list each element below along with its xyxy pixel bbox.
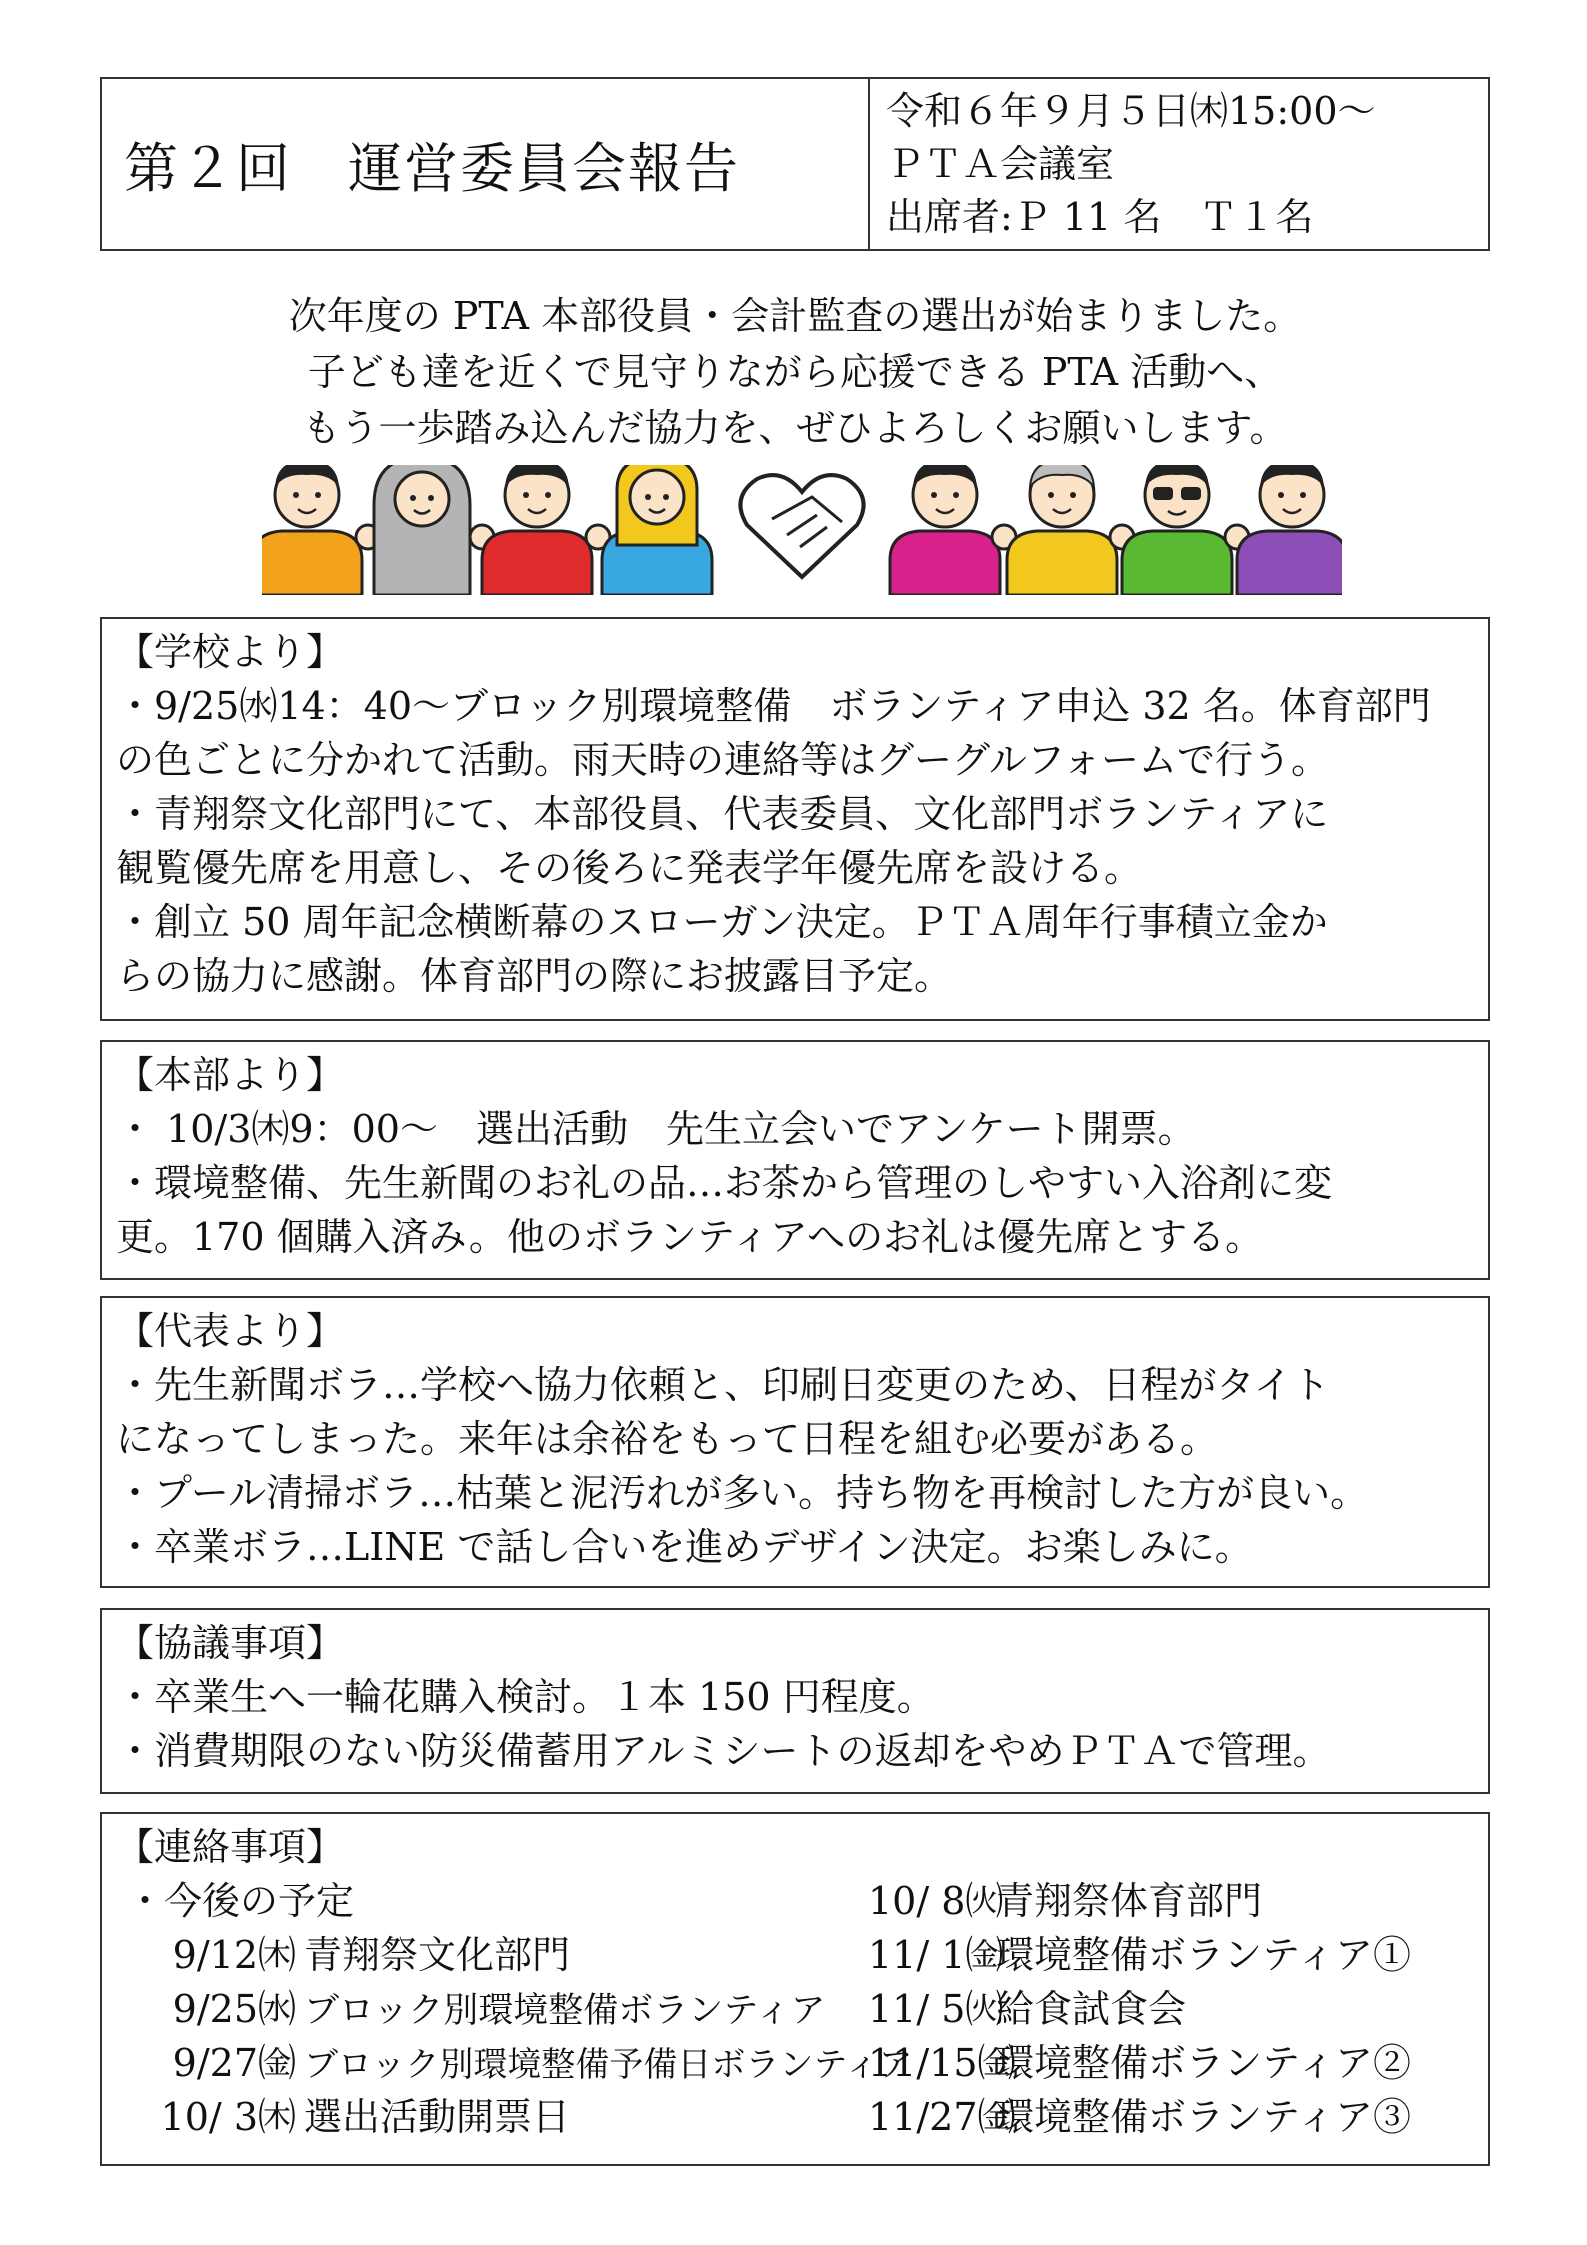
meeting-datetime: 令和６年９月５日㈭15:00～: [886, 89, 1376, 133]
section-renraku: [100, 1812, 1490, 2166]
section-line: 観覧優先席を用意し、その後ろに発表学年優先席を設ける。: [116, 846, 1143, 890]
person-icon: [1007, 465, 1117, 595]
section-heading: 【連絡事項】: [116, 1825, 345, 1869]
schedule-item: [868, 1982, 1488, 2036]
page-title: 第２回 運営委員会報告: [102, 79, 870, 249]
schedule-event: ブロック別環境整備予備日ボランティア: [304, 2045, 913, 2085]
schedule-date: 9/27㈮: [172, 2041, 296, 2085]
schedule-date: 10/ 8㈫: [868, 1879, 1004, 1923]
intro-message: [100, 288, 1490, 456]
schedule-event: 環境整備ボランティア③: [996, 2095, 1411, 2139]
person-icon: [890, 465, 1000, 595]
schedule-event: 青翔祭体育部門: [996, 1879, 1263, 1923]
schedule-event: 環境整備ボランティア①: [996, 1933, 1411, 1977]
intro-line: 次年度の PTA 本部役員・会計監査の選出が始まりました。: [288, 294, 1302, 338]
schedule-item: [868, 1928, 1488, 1982]
intro-line: もう一歩踏み込んだ協力を、ぜひよろしくお願いします。: [302, 406, 1288, 450]
schedule-item: [126, 2090, 886, 2144]
schedule-date: 11/ 1㈮: [868, 1933, 1004, 1977]
schedule-item: [868, 1874, 1488, 1928]
schedule-right-column: [868, 1874, 1488, 2144]
schedule-event: 選出活動開票日: [304, 2095, 571, 2139]
schedule-date: 10/ 3㈭: [160, 2095, 296, 2139]
section-line: ・先生新聞ボラ…学校へ協力依頼と、印刷日変更のため、日程がタイト: [116, 1363, 1330, 1407]
section-line: 更。170 個購入済み。他のボランティアへのお礼は優先席とする。: [116, 1215, 1264, 1259]
intro-line: 子ども達を近くで見守りながら応援できる PTA 活動へ、: [307, 350, 1283, 394]
schedule-event: 青翔祭文化部門: [304, 1933, 571, 1977]
schedule-date: 11/ 5㈫: [868, 1987, 1004, 2031]
section-honbu: [100, 1040, 1490, 1280]
section-heading: 【代表より】: [116, 1309, 345, 1353]
schedule-event: 環境整備ボランティア②: [996, 2041, 1411, 2085]
meeting-place: ＰＴＡ会議室: [886, 142, 1115, 186]
schedule: [116, 1874, 1470, 2144]
section-line: らの協力に感謝。体育部門の際にお披露目予定。: [116, 954, 953, 998]
report-header: [100, 77, 1490, 251]
section-line: の色ごとに分かれて活動。雨天時の連絡等はグーグルフォームで行う。: [116, 738, 1329, 782]
section-line: ・消費期限のない防災備蓄用アルミシートの返却をやめＰＴＡで管理。: [116, 1729, 1331, 1773]
section-line: ・9/25㈬14：40～ブロック別環境整備 ボランティア申込 32 名。体育部門: [116, 684, 1431, 728]
schedule-item: [126, 1928, 886, 1982]
section-line: ・創立 50 周年記念横断幕のスローガン決定。ＰＴＡ周年行事積立金か: [116, 900, 1328, 944]
meeting-info: [870, 79, 1488, 249]
schedule-left-column: [126, 1874, 913, 2144]
handshake-heart-icon: [740, 475, 863, 577]
person-icon: [262, 465, 362, 595]
schedule-date: 11/27㈮: [868, 2095, 1016, 2139]
section-line: ・卒業生へ一輪花購入検討。１本 150 円程度。: [116, 1675, 935, 1719]
schedule-date: 9/25㈬: [172, 1987, 296, 2031]
section-line: ・プール清掃ボラ…枯葉と泥汚れが多い。持ち物を再検討した方が良い。: [116, 1471, 1369, 1515]
section-heading: 【本部より】: [116, 1053, 345, 1097]
schedule-item: [126, 1982, 886, 2036]
section-line: ・環境整備、先生新聞のお礼の品…お茶から管理のしやすい入浴剤に変: [116, 1161, 1333, 1205]
section-line: ・青翔祭文化部門にて、本部役員、代表委員、文化部門ボランティアに: [116, 792, 1329, 836]
attendees: 出席者:Ｐ 11 名 Ｔ１名: [886, 195, 1314, 239]
schedule-date: 11/15㈮: [868, 2041, 1016, 2085]
person-icon: [482, 465, 592, 595]
person-icon: [602, 465, 712, 595]
person-icon: [374, 465, 470, 595]
schedule-item: [126, 2036, 913, 2090]
schedule-item: [868, 2036, 1488, 2090]
section-daihyo: [100, 1296, 1490, 1588]
section-school: [100, 617, 1490, 1021]
schedule-date: 9/12㈭: [172, 1933, 296, 1977]
person-icon: [1122, 465, 1232, 595]
people-illustration: [262, 465, 1342, 595]
schedule-item: [868, 2090, 1488, 2144]
section-line: ・卒業ボラ…LINE で話し合いを進めデザイン決定。お楽しみに。: [116, 1525, 1253, 1569]
section-heading: 【学校より】: [116, 630, 345, 674]
section-line: ・ 10/3㈭9：00～ 選出活動 先生立会いでアンケート開票。: [116, 1107, 1196, 1151]
section-line: になってしまった。来年は余裕をもって日程を組む必要がある。: [116, 1417, 1219, 1461]
section-kyougi: [100, 1608, 1490, 1794]
section-heading: 【協議事項】: [116, 1621, 345, 1665]
schedule-event: ブロック別環境整備ボランティア: [304, 1991, 826, 2031]
schedule-event: 給食試食会: [996, 1987, 1187, 2031]
schedule-label: ・今後の予定: [126, 1879, 355, 1923]
person-icon: [1237, 465, 1342, 595]
